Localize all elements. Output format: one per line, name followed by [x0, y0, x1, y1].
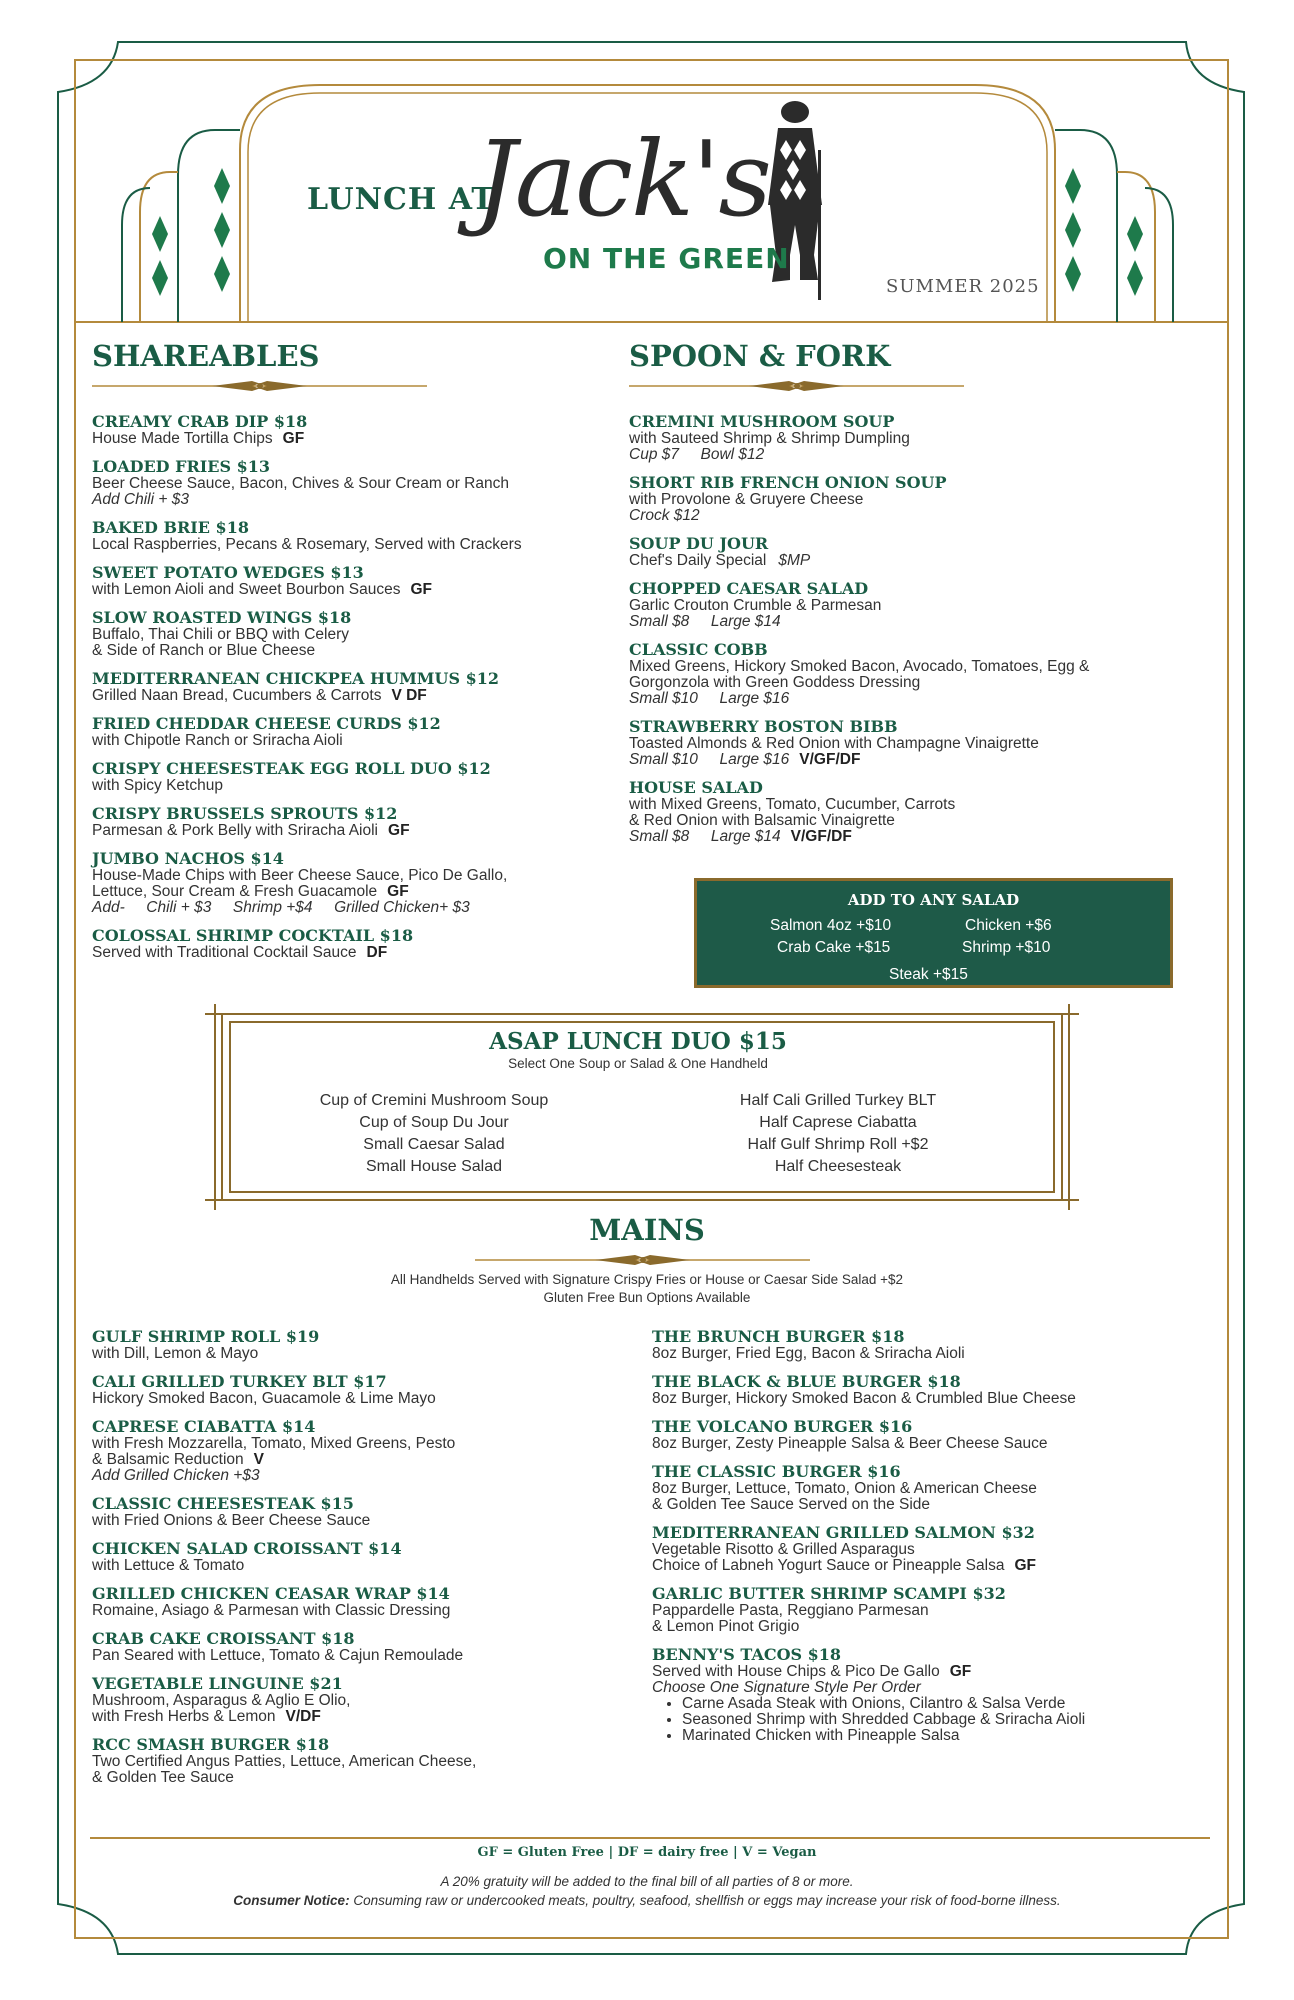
item-description	[629, 736, 1209, 752]
dietary-tag: GF	[1014, 1557, 1036, 1574]
mains-note: All Handhelds Served with Signature Crispy Fries or House or Caesar Side Salad +$2	[390, 1272, 904, 1287]
item-description	[629, 659, 1209, 675]
description-text: 8oz Burger, Zesty Pineapple Salsa & Beer Cheese Sauce	[652, 1435, 1048, 1452]
dietary-tag: V DF	[391, 687, 427, 704]
item-name: MEDITERRANEAN CHICKPEA HUMMUS $12	[92, 669, 499, 688]
menu-item	[92, 458, 612, 508]
item-name: VEGETABLE LINGUINE $21	[92, 1674, 343, 1693]
item-name: SOUP DU JOUR	[629, 534, 769, 553]
item-description	[92, 537, 612, 553]
dietary-tag: GF	[387, 883, 409, 900]
item-description	[652, 1558, 1212, 1574]
item-options	[92, 900, 612, 916]
item-description	[92, 431, 612, 447]
description-text: House-Made Chips with Beer Cheese Sauce, Pico De Gallo,	[92, 867, 508, 884]
menu-item	[92, 564, 612, 598]
dietary-tag: V/GF/DF	[799, 751, 861, 768]
menu-item	[652, 1418, 1212, 1452]
item-name: CRISPY BRUSSELS SPROUTS $12	[92, 804, 398, 823]
description-text: Garlic Crouton Crumble & Parmesan	[629, 597, 882, 614]
options-text: Crock $12	[629, 507, 700, 524]
item-options	[92, 1468, 612, 1484]
description-text: Pan Seared with Lettuce, Tomato & Cajun Remoulade	[92, 1647, 464, 1664]
divider-ornament	[92, 378, 427, 394]
item-name: CALI GRILLED TURKEY BLT $17	[92, 1372, 387, 1391]
asap-option: Half Gulf Shrimp Roll +$2	[747, 1136, 929, 1153]
menu-item	[92, 805, 612, 839]
divider-ornament	[629, 378, 964, 394]
description-text: with Mixed Greens, Tomato, Cucumber, Carrots	[629, 796, 956, 813]
item-description	[92, 627, 612, 643]
menu-item	[92, 1736, 612, 1786]
item-name: RCC SMASH BURGER $18	[92, 1735, 330, 1754]
addon-crab-cake: Crab Cake +$15	[777, 939, 891, 956]
item-description	[652, 1436, 1212, 1452]
item-description	[652, 1497, 1212, 1513]
item-name: CRAB CAKE CROISSANT $18	[92, 1629, 355, 1648]
description-text: Two Certified Angus Patties, Lettuce, American Cheese,	[92, 1753, 477, 1770]
options-text: Add- Chili + $3 Shrimp +$4 Grilled Chicken+ $3	[92, 899, 470, 916]
menu-item	[652, 1373, 1212, 1407]
item-name: CRISPY CHEESESTEAK EGG ROLL DUO $12	[92, 759, 491, 778]
item-description	[92, 733, 612, 749]
description-text: 8oz Burger, Hickory Smoked Bacon & Crumbled Blue Cheese	[652, 1390, 1076, 1407]
item-description	[629, 553, 1209, 569]
menu-item	[629, 535, 1209, 569]
item-description	[652, 1346, 1212, 1362]
description-text: Romaine, Asiago & Parmesan with Classic Dressing	[92, 1602, 451, 1619]
description-text: with Provolone & Gruyere Cheese	[629, 491, 864, 508]
divider-ornament	[475, 1252, 810, 1268]
section-title: SHAREABLES	[92, 339, 320, 373]
item-description	[92, 1648, 612, 1664]
description-text: with Sauteed Shrimp & Shrimp Dumpling	[629, 430, 910, 447]
notice-text: Consuming raw or undercooked meats, poultry, seafood, shellfish or eggs may increase your risk of food-borne illness.	[349, 1893, 1061, 1908]
options-text: Cup $7 Bowl $12	[629, 446, 765, 463]
item-description	[652, 1664, 1212, 1680]
menu-item	[92, 927, 612, 961]
asap-option: Half Cheesesteak	[774, 1158, 902, 1175]
mains-right-column	[652, 1328, 1212, 1755]
description-text: Local Raspberries, Pecans & Rosemary, Served with Crackers	[92, 536, 522, 553]
asap-lunch-duo	[213, 1004, 1063, 1200]
brand-script-logo: Jack's	[475, 118, 770, 240]
menu-item	[629, 413, 1209, 463]
description-text: with Dill, Lemon & Mayo	[92, 1345, 259, 1362]
item-name: CREAMY CRAB DIP $18	[92, 412, 308, 431]
menu-item	[92, 715, 612, 749]
item-options	[629, 508, 1209, 524]
item-price: $MP	[778, 552, 811, 569]
description-text: Served with House Chips & Pico De Gallo	[652, 1663, 940, 1680]
dietary-legend: GF = Gluten Free | DF = dairy free | V = Vegan	[477, 1845, 817, 1860]
notice-label: Consumer Notice:	[233, 1893, 350, 1908]
dietary-tag: GF	[949, 1663, 972, 1680]
menu-item	[92, 609, 612, 659]
menu-item	[629, 580, 1209, 630]
item-name: STRAWBERRY BOSTON BIBB	[629, 717, 898, 736]
item-name: CLASSIC CHEESESTEAK $15	[92, 1494, 354, 1513]
description-text: & Lemon Pinot Grigio	[652, 1618, 800, 1635]
item-name: THE BRUNCH BURGER $18	[652, 1327, 905, 1346]
item-description	[92, 643, 612, 659]
dietary-tag: V/GF/DF	[790, 828, 852, 845]
menu-item	[629, 779, 1209, 845]
options-text: Add Grilled Chicken +$3	[92, 1467, 260, 1484]
addon-shrimp: Shrimp +$10	[962, 939, 1051, 956]
item-options	[629, 614, 1209, 630]
season-label: SUMMER 2025	[886, 276, 1040, 297]
item-name: SWEET POTATO WEDGES $13	[92, 563, 364, 582]
description-text: with Fried Onions & Beer Cheese Sauce	[92, 1512, 371, 1529]
shareables-section	[92, 338, 612, 972]
mains-note-gf: Gluten Free Bun Options Available	[543, 1290, 751, 1305]
description-text: with Spicy Ketchup	[92, 777, 223, 794]
description-text: with Lemon Aioli and Sweet Bourbon Sauces	[92, 581, 401, 598]
description-text: & Side of Ranch or Blue Cheese	[92, 642, 316, 659]
item-description	[92, 1452, 612, 1468]
item-description	[92, 1513, 612, 1529]
dietary-tag: V/DF	[285, 1708, 321, 1725]
description-text: with Chipotle Ranch or Sriracha Aioli	[92, 732, 343, 749]
item-description	[92, 1603, 612, 1619]
menu-item	[92, 519, 612, 553]
dietary-tag: V	[253, 1451, 264, 1468]
mains-left-column	[92, 1328, 612, 1797]
dietary-tag: GF	[282, 430, 305, 447]
item-description	[92, 688, 612, 704]
description-text: Beer Cheese Sauce, Bacon, Chives & Sour Cream or Ranch	[92, 475, 509, 492]
brand-subtitle: ON THE GREEN	[543, 242, 790, 275]
item-description	[652, 1481, 1212, 1497]
dietary-tag: GF	[410, 581, 433, 598]
description-text: Grilled Naan Bread, Cucumbers & Carrots	[92, 687, 382, 704]
description-text: Hickory Smoked Bacon, Guacamole & Lime Mayo	[92, 1390, 436, 1407]
options-text: Add Chili + $3	[92, 491, 189, 508]
item-description	[652, 1391, 1212, 1407]
item-name: CAPRESE CIABATTA $14	[92, 1417, 316, 1436]
spoon-fork-section	[629, 338, 1209, 856]
menu-item	[92, 1373, 612, 1407]
menu-item	[92, 1540, 612, 1574]
consumer-notice	[0, 1893, 1294, 1908]
item-description	[629, 813, 1209, 829]
item-name: SLOW ROASTED WINGS $18	[92, 608, 352, 627]
item-description	[92, 778, 612, 794]
add-to-salad-box	[694, 878, 1173, 988]
item-options	[629, 691, 1209, 707]
description-text: & Red Onion with Balsamic Vinaigrette	[629, 812, 895, 829]
description-text: Mushroom, Asparagus & Aglio E Olio,	[92, 1692, 351, 1709]
item-description	[92, 868, 612, 884]
menu-item	[652, 1328, 1212, 1362]
style-option: • Seasoned Shrimp with Shredded Cabbage & Sriracha Aioli	[682, 1712, 1212, 1728]
lunch-at-label: LUNCH AT	[307, 182, 495, 217]
asap-soup-salad-list	[289, 1090, 579, 1178]
item-description	[629, 598, 1209, 614]
asap-option: Cup of Cremini Mushroom Soup	[319, 1092, 549, 1109]
item-name: GARLIC BUTTER SHRIMP SCAMPI $32	[652, 1584, 1006, 1603]
asap-title: ASAP LUNCH DUO $15	[489, 1028, 787, 1055]
item-name: LOADED FRIES $13	[92, 457, 270, 476]
menu-item	[652, 1463, 1212, 1513]
item-description	[92, 1770, 612, 1786]
item-name: CHOPPED CAESAR SALAD	[629, 579, 869, 598]
menu-item	[92, 1675, 612, 1725]
item-name: SHORT RIB FRENCH ONION SOUP	[629, 473, 947, 492]
options-text: Small $10 Large $16	[629, 751, 790, 768]
item-name: BAKED BRIE $18	[92, 518, 249, 537]
addon-salmon: Salmon 4oz +$10	[770, 917, 892, 934]
item-options	[629, 752, 1209, 768]
dietary-tag: GF	[388, 822, 410, 839]
menu-item	[92, 1418, 612, 1484]
item-options	[629, 829, 1209, 845]
item-options	[629, 447, 1209, 463]
menu-item	[92, 413, 612, 447]
options-text: Small $8 Large $14	[629, 613, 781, 630]
item-description	[92, 823, 612, 839]
menu-item	[652, 1524, 1212, 1574]
asap-option: Cup of Soup Du Jour	[359, 1114, 509, 1131]
item-name: FRIED CHEDDAR CHEESE CURDS $12	[92, 714, 441, 733]
description-text: & Balsamic Reduction	[92, 1451, 244, 1468]
section-title: SPOON & FORK	[629, 339, 891, 373]
menu-item	[629, 718, 1209, 768]
description-text: Pappardelle Pasta, Reggiano Parmesan	[652, 1602, 929, 1619]
addon-chicken: Chicken +$6	[965, 917, 1052, 934]
description-text: Parmesan & Pork Belly with Sriracha Aioli	[92, 822, 379, 839]
description-text: 8oz Burger, Lettuce, Tomato, Onion & American Cheese	[652, 1480, 1037, 1497]
item-description	[92, 1558, 612, 1574]
item-name: MEDITERRANEAN GRILLED SALMON $32	[652, 1523, 1035, 1542]
description-text: Buffalo, Thai Chili or BBQ with Celery	[92, 626, 350, 643]
menu-item	[92, 670, 612, 704]
item-description	[92, 1754, 612, 1770]
item-description	[92, 1346, 612, 1362]
description-text: Mixed Greens, Hickory Smoked Bacon, Avocado, Tomatoes, Egg &	[629, 658, 1090, 675]
menu-item	[629, 474, 1209, 524]
menu-item	[92, 1585, 612, 1619]
style-option: • Carne Asada Steak with Onions, Cilantro & Salsa Verde	[682, 1696, 1212, 1712]
description-text: 8oz Burger, Fried Egg, Bacon & Sriracha Aioli	[652, 1345, 965, 1362]
asap-handheld-list	[693, 1090, 983, 1178]
item-description	[92, 476, 612, 492]
item-name: CHICKEN SALAD CROISSANT $14	[92, 1539, 402, 1558]
item-name: BENNY'S TACOS $18	[652, 1645, 842, 1664]
item-description	[92, 1391, 612, 1407]
description-text: with Fresh Herbs & Lemon	[92, 1708, 276, 1725]
item-name: CLASSIC COBB	[629, 640, 768, 659]
item-description	[92, 1709, 612, 1725]
item-description	[92, 1436, 612, 1452]
description-text: Choice of Labneh Yogurt Sauce or Pineapple Salsa	[652, 1557, 1005, 1574]
item-description	[92, 582, 612, 598]
menu-item	[92, 850, 612, 916]
asap-option: Small Caesar Salad	[363, 1136, 505, 1153]
item-description	[92, 945, 612, 961]
addon-steak: Steak +$15	[889, 966, 968, 983]
asap-option: Small House Salad	[365, 1158, 503, 1175]
style-options-list	[652, 1696, 1212, 1744]
description-text: & Golden Tee Sauce Served on the Side	[652, 1496, 931, 1513]
asap-option: Half Caprese Ciabatta	[759, 1114, 917, 1131]
description-text: House Made Tortilla Chips	[92, 430, 273, 447]
asap-option: Half Cali Grilled Turkey BLT	[739, 1092, 937, 1109]
item-name: HOUSE SALAD	[629, 778, 763, 797]
item-name: JUMBO NACHOS $14	[92, 849, 284, 868]
menu-item	[92, 1630, 612, 1664]
item-name: COLOSSAL SHRIMP COCKTAIL $18	[92, 926, 414, 945]
description-text: Served with Traditional Cocktail Sauce	[92, 944, 357, 961]
item-name: GULF SHRIMP ROLL $19	[92, 1327, 320, 1346]
options-text: Small $8 Large $14	[629, 828, 781, 845]
description-text: & Golden Tee Sauce	[92, 1769, 234, 1786]
item-description	[92, 884, 612, 900]
item-options	[652, 1680, 1212, 1696]
item-description	[629, 797, 1209, 813]
options-text: Choose One Signature Style Per Order	[652, 1679, 921, 1696]
description-text: with Lettuce & Tomato	[92, 1557, 245, 1574]
style-option: • Marinated Chicken with Pineapple Salsa	[682, 1728, 1212, 1744]
item-name: THE BLACK & BLUE BURGER $18	[652, 1372, 961, 1391]
menu-item	[652, 1646, 1212, 1744]
item-name: CREMINI MUSHROOM SOUP	[629, 412, 895, 431]
item-description	[629, 675, 1209, 691]
item-description	[629, 492, 1209, 508]
menu-item	[92, 1328, 612, 1362]
menu-item	[629, 641, 1209, 707]
item-description	[652, 1619, 1212, 1635]
menu-item	[652, 1585, 1212, 1635]
description-text: Gorgonzola with Green Goddess Dressing	[629, 674, 921, 691]
menu-item	[92, 760, 612, 794]
item-description	[652, 1542, 1212, 1558]
description-text: with Fresh Mozzarella, Tomato, Mixed Greens, Pesto	[92, 1435, 456, 1452]
add-salad-title: ADD TO ANY SALAD	[847, 891, 1020, 909]
dietary-tag: DF	[366, 944, 388, 961]
item-name: GRILLED CHICKEN CEASAR WRAP $14	[92, 1584, 450, 1603]
options-text: Small $10 Large $16	[629, 690, 790, 707]
asap-subtitle: Select One Soup or Salad & One Handheld	[508, 1056, 768, 1071]
description-text: Chef's Daily Special	[629, 552, 767, 569]
item-description	[92, 1693, 612, 1709]
description-text: Vegetable Risotto & Grilled Asparagus	[652, 1541, 915, 1558]
item-description	[629, 431, 1209, 447]
menu-item	[92, 1495, 612, 1529]
item-name: THE CLASSIC BURGER $16	[652, 1462, 901, 1481]
item-name: THE VOLCANO BURGER $16	[652, 1417, 913, 1436]
gratuity-note: A 20% gratuity will be added to the final bill of all parties of 8 or more.	[440, 1874, 854, 1889]
item-options	[92, 492, 612, 508]
item-description	[652, 1603, 1212, 1619]
description-text: Toasted Almonds & Red Onion with Champagne Vinaigrette	[629, 735, 1039, 752]
mains-title: MAINS	[589, 1213, 705, 1247]
description-text: Lettuce, Sour Cream & Fresh Guacamole	[92, 883, 378, 900]
